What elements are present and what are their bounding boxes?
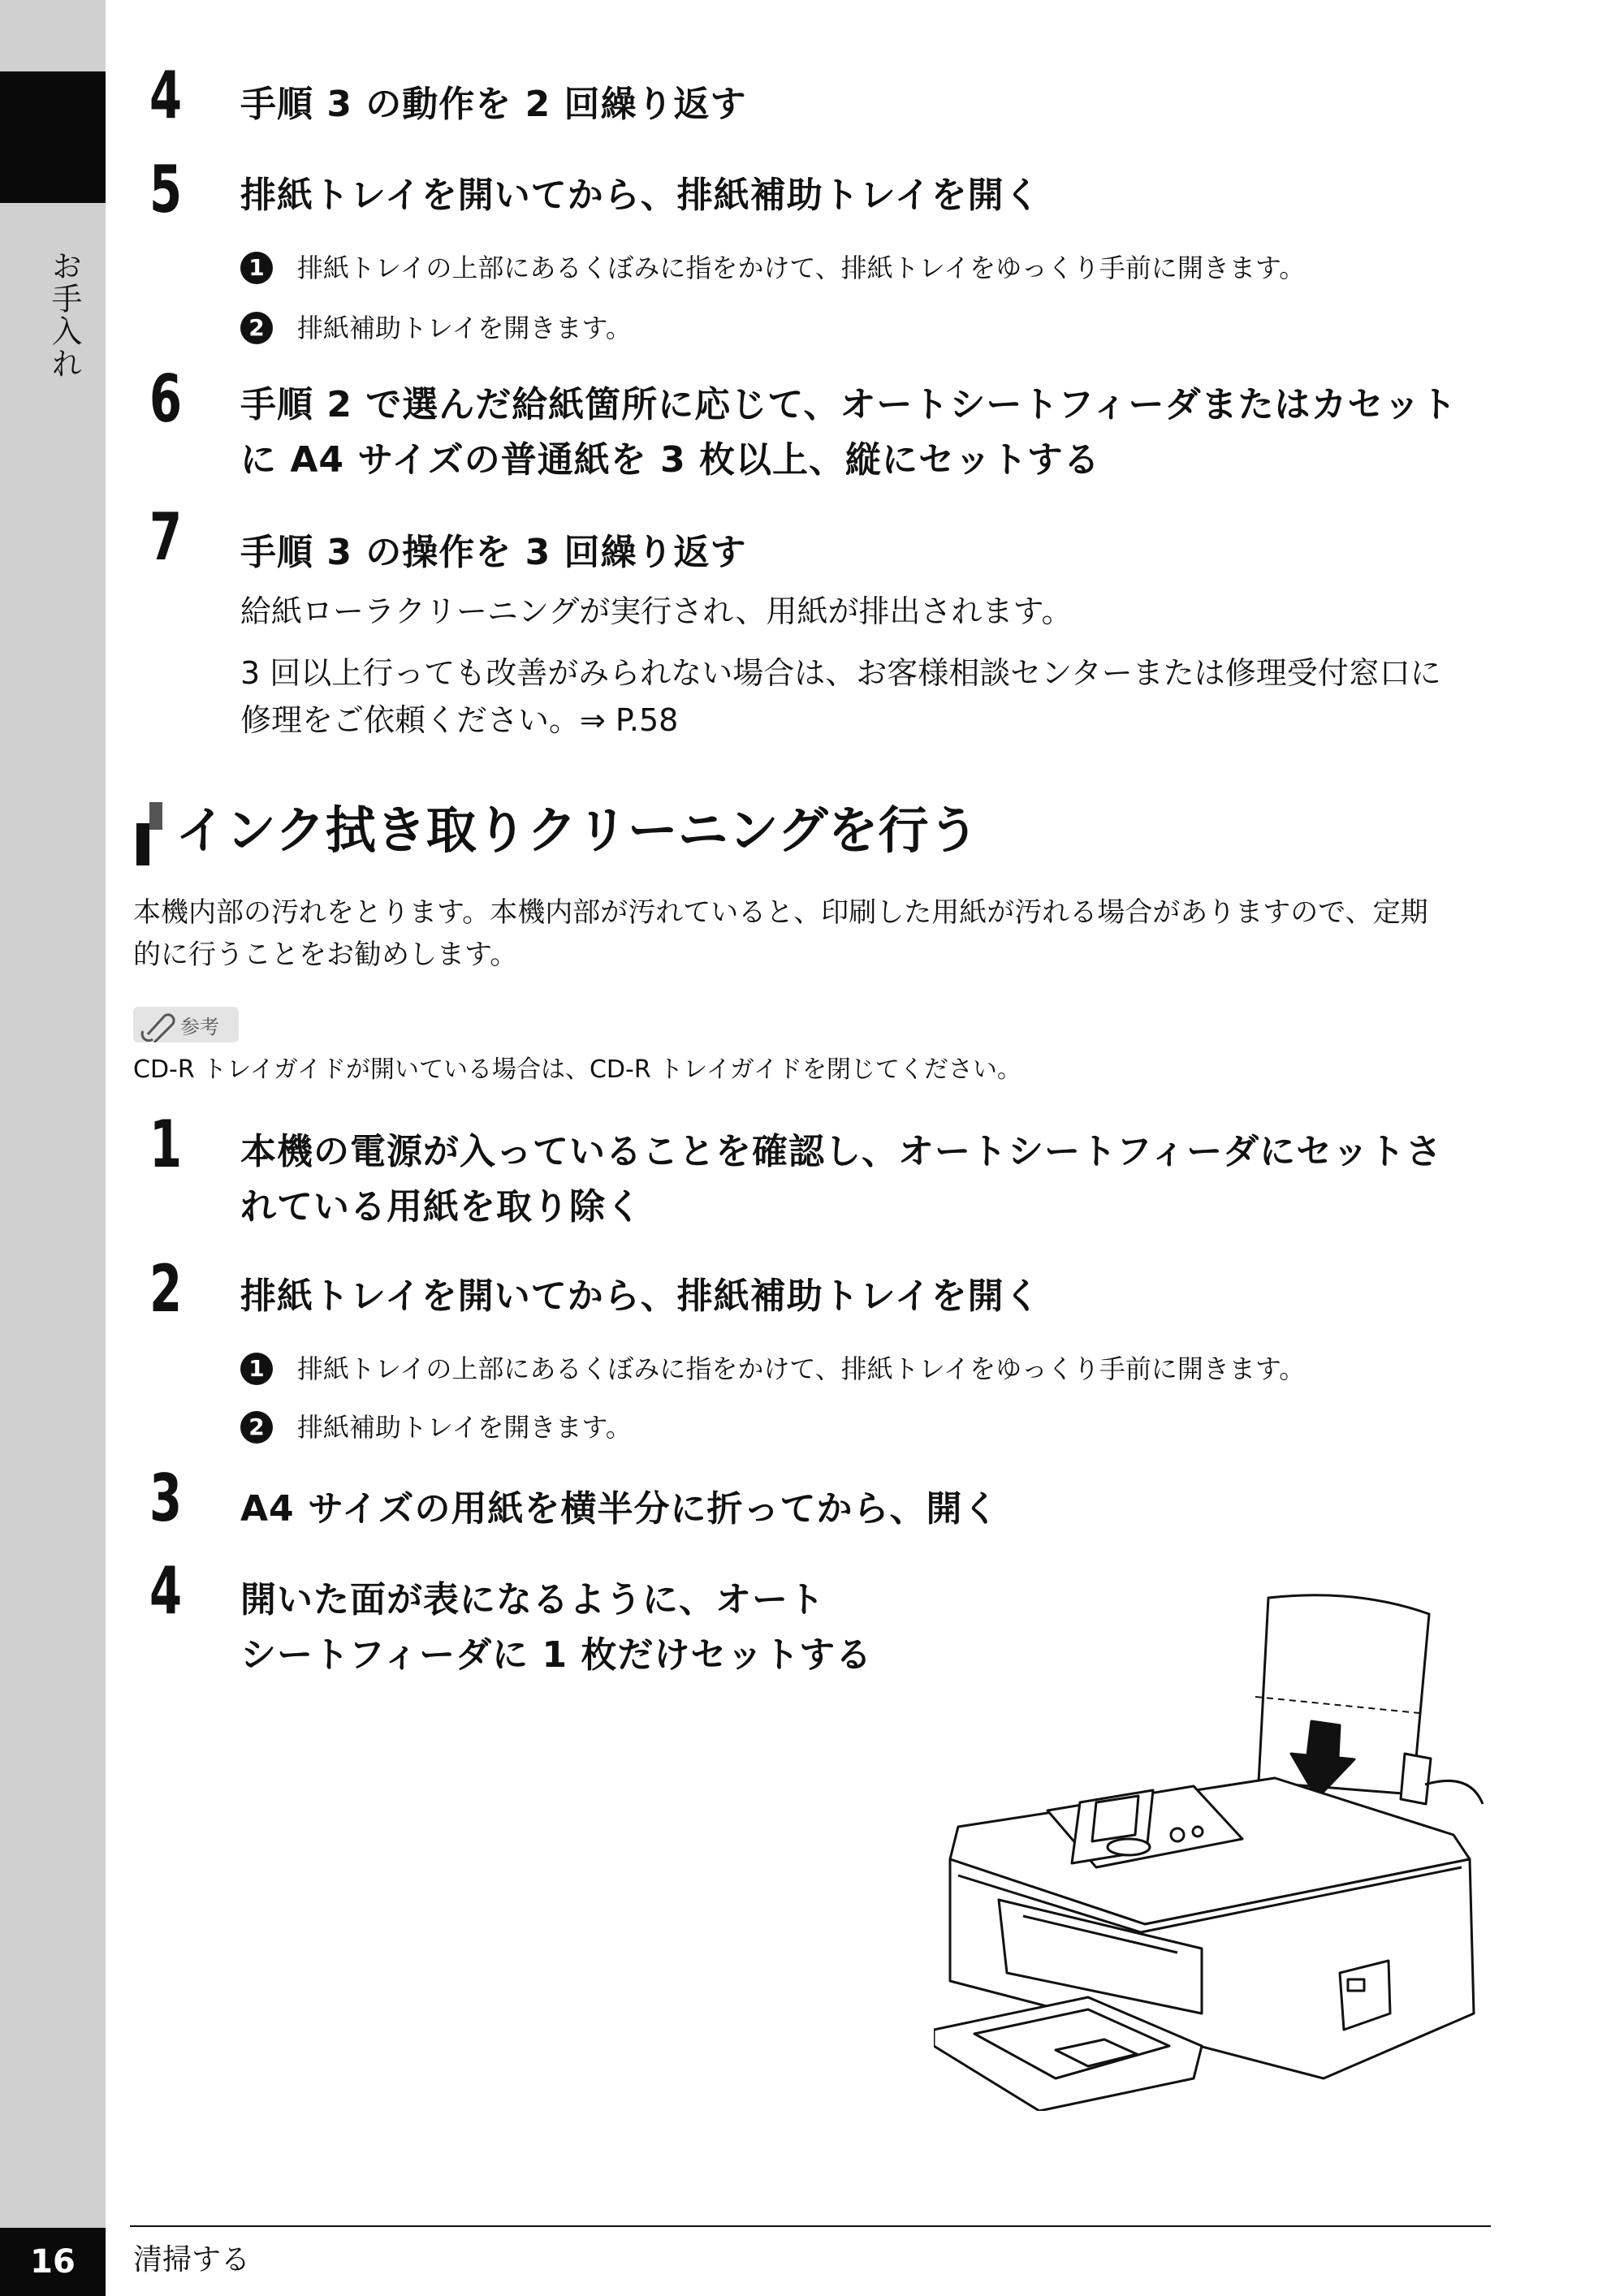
intro-line: 本機内部の汚れをとります。本機内部が汚れていると、印刷した用紙が汚れる場合がありますので、定期	[133, 896, 1428, 929]
step-title-line2: シートフィーダに 1 枚だけセットする	[240, 1634, 873, 1676]
substep	[240, 310, 632, 346]
step-number: 7	[149, 499, 183, 575]
step-number: 5	[149, 152, 183, 227]
substep	[240, 250, 1305, 286]
step-title: 手順 3 の操作を 3 回繰り返す	[240, 532, 747, 573]
step-number: 4	[149, 1553, 183, 1629]
note-label: 参考	[180, 1015, 219, 1038]
step-number: 6	[149, 361, 183, 437]
substep	[240, 1409, 632, 1445]
substep-mark: 1	[240, 1353, 273, 1385]
heading-marker-icon	[136, 802, 161, 865]
step-body: 給紙ローラクリーニングが実行され、用紙が排出されます。	[240, 593, 1073, 629]
note-badge	[133, 1007, 239, 1042]
footer-divider	[130, 2225, 1491, 2227]
step-title-line1: 本機の電源が入っていることを確認し、オートシートフィーダにセットさ	[240, 1131, 1443, 1172]
section-intro	[133, 891, 1514, 976]
substep-text: 排紙補助トレイを開きます。	[297, 313, 632, 343]
substep	[240, 1351, 1305, 1387]
section-title: インク拭き取りクリーニングを行う	[175, 801, 979, 860]
chapter-label: お手入れ	[46, 250, 82, 380]
chapter-tab	[0, 71, 106, 203]
step-title: 排紙トレイを開いてから、排紙補助トレイを開く	[240, 175, 1041, 216]
paperclip-icon	[136, 1007, 177, 1042]
footer-section-name: 清掃する	[133, 2243, 251, 2277]
substep-mark: 1	[240, 252, 273, 284]
substep-text: 排紙トレイの上部にあるくぼみに指をかけて、排紙トレイをゆっくり手前に開きます。	[297, 1353, 1306, 1384]
step-number: 3	[149, 1461, 183, 1536]
step-title: 排紙トレイを開いてから、排紙補助トレイを開く	[240, 1275, 1041, 1317]
page-number: 16	[0, 2228, 106, 2296]
step-title-line2: れている用紙を取り除く	[240, 1186, 642, 1228]
step-body: 3 回以上行っても改善がみられない場合は、お客様相談センターまたは修理受付窓口に	[240, 655, 1441, 691]
step-title-line2: に A4 サイズの普通紙を 3 枚以上、縦にセットする	[240, 439, 1100, 481]
step-title: 手順 3 の動作を 2 回繰り返す	[240, 84, 747, 125]
step-number: 1	[149, 1107, 183, 1182]
printer-illustration	[934, 1591, 1518, 2111]
step-body: 修理をご依頼ください。⇒ P.58	[240, 702, 679, 738]
step-title-line1: 開いた面が表になるように、オート	[240, 1579, 825, 1621]
step-title: A4 サイズの用紙を横半分に折ってから、開く	[240, 1488, 1000, 1530]
substep-mark: 2	[240, 312, 273, 344]
step-number: 4	[149, 58, 183, 133]
substep-text: 排紙補助トレイを開きます。	[297, 1412, 632, 1443]
step-number: 2	[149, 1251, 183, 1327]
intro-line: 的に行うことをお勧めします。	[133, 939, 518, 971]
step-title-line1: 手順 2 で選んだ給紙箇所に応じて、オートシートフィーダまたはカセット	[240, 384, 1458, 425]
substep-mark: 2	[240, 1411, 273, 1444]
note-text: CD-R トレイガイドが開いている場合は、CD-R トレイガイドを閉じてください。	[133, 1055, 1021, 1084]
substep-text: 排紙トレイの上部にあるくぼみに指をかけて、排紙トレイをゆっくり手前に開きます。	[297, 252, 1306, 283]
